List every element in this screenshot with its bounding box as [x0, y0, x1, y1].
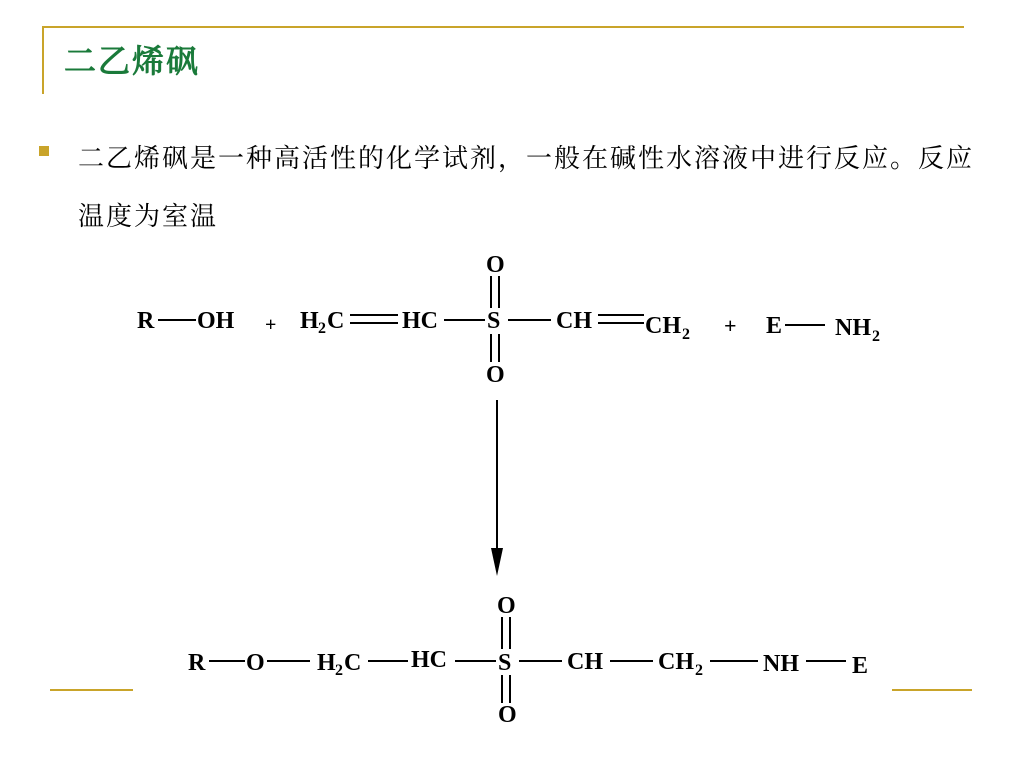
product-o-bottom: O — [498, 702, 517, 728]
reactant-ch-label: CH — [556, 308, 592, 334]
reactant-h2c-sub: 2 — [318, 320, 326, 337]
reactant-ch2-ch: CH — [645, 313, 681, 339]
plus-sign-1: + — [265, 314, 277, 336]
product-o-top: O — [497, 593, 516, 619]
product-row — [188, 593, 868, 728]
reactant-nh2-sub: 2 — [872, 328, 880, 345]
product-ch-label: CH — [567, 649, 603, 675]
footer-line-left — [50, 689, 133, 691]
reactant-ch2-sub: 2 — [682, 326, 690, 343]
product-h2c-sub: 2 — [335, 662, 343, 679]
reactant-s-label: S — [487, 308, 501, 334]
reactant-nh2-nh: NH — [835, 315, 871, 341]
plus-sign-2: + — [724, 313, 737, 338]
product-hc-label: HC — [411, 647, 447, 673]
product-ch2-ch: CH — [658, 649, 694, 675]
reactant-hc-label: HC — [402, 308, 438, 334]
product-e-label: E — [852, 653, 869, 679]
reactant-o-bottom: O — [486, 362, 505, 388]
bullet-text: 二乙烯砜是一种高活性的化学试剂，一般在碱性水溶液中进行反应。反应温度为室温 — [78, 144, 975, 232]
arrow-down-icon — [491, 548, 503, 576]
reactant-h2c-c: C — [327, 308, 345, 334]
slide-title: 二乙烯砜 — [64, 42, 201, 80]
reactant-h2c-h: H — [300, 308, 319, 334]
reactant-row — [137, 252, 880, 388]
reactant-e-label: E — [766, 313, 783, 339]
product-o-label: O — [246, 650, 265, 676]
reactant-r-label: R — [137, 308, 155, 334]
product-h2c-h: H — [317, 650, 336, 676]
reactant-o-top: O — [486, 252, 505, 278]
footer-line-right — [892, 689, 972, 691]
reactant-oh-label: OH — [197, 308, 235, 334]
product-r-label: R — [188, 650, 206, 676]
reaction-arrow — [491, 400, 503, 576]
product-ch2-sub: 2 — [695, 662, 703, 679]
product-nh-label: NH — [763, 651, 799, 677]
product-s-label: S — [498, 650, 512, 676]
product-h2c-c: C — [344, 650, 362, 676]
